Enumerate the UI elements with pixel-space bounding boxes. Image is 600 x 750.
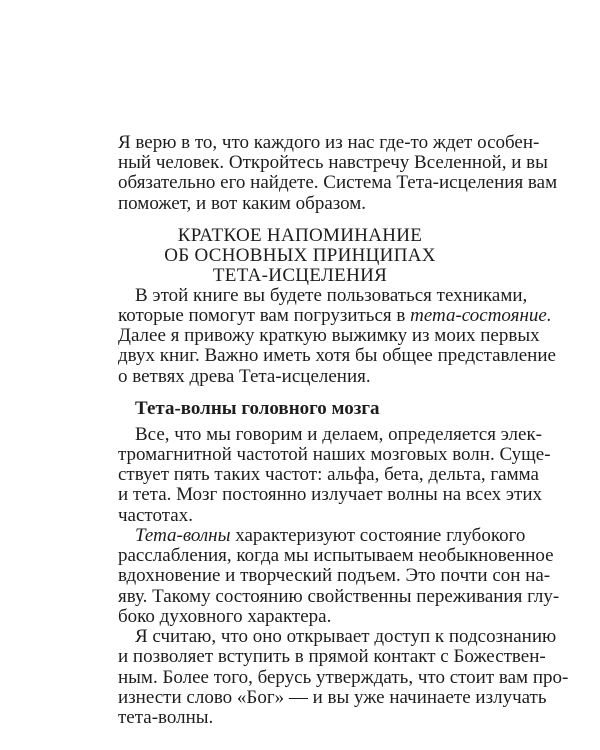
section-heading-line-3: ТЕТА-ИСЦЕЛЕНИЯ (212, 265, 388, 287)
paragraph-2-line-5: частотах. (118, 504, 193, 526)
section-heading-line-1: КРАТКОЕ НАПОМИНАНИЕ (177, 224, 423, 246)
paragraph-4-line-1: Я считаю, что оно открывает доступ к подсознанию (135, 626, 557, 648)
section-heading-line-2: ОБ ОСНОВНЫХ ПРИНЦИПАХ (164, 244, 436, 266)
intro-line-4: поможет, и вот каким образом. (118, 192, 367, 214)
subheading-theta-waves: Тета-волны головного мозга (135, 397, 380, 419)
intro-line-2: ный человек. Откройтесь навстречу Вселенной, и вы (118, 152, 548, 174)
paragraph-4-line-3: ным. Более того, берусь утверждать, что стоит вам про- (118, 666, 569, 688)
paragraph-3-line-4: яву. Такому состоянию свойственны переживания глу- (118, 585, 560, 607)
paragraph-2-line-2: тромагнитной частотой наших мозговых волн. Суще- (118, 443, 551, 465)
paragraph-3-line-2: расслабления, когда мы испытываем необыкновенное (118, 545, 554, 567)
paragraph-3-line-5: боко духовного характера. (118, 605, 332, 627)
paragraph-1-line-1: В этой книге вы будете пользоваться техниками, (135, 284, 528, 306)
paragraph-4-line-4: изнести слово «Бог» — и вы уже начинаете излучать (118, 686, 547, 708)
paragraph-2-line-3: ствует пять таких частот: альфа, бета, дельта, гамма (118, 464, 539, 486)
paragraph-2-line-4: и тета. Мозг постоянно излучает волны на всех этих (118, 484, 543, 506)
paragraph-2-line-1: Все, что мы говорим и делаем, определяется элек- (135, 423, 543, 445)
theta-waves-term: Тета-волны (135, 524, 231, 546)
intro-line-1: Я верю в то, что каждого из нас где-то ждет особен- (118, 132, 540, 153)
paragraph-1-line-5: о ветвях древа Тета-исцеления. (118, 365, 371, 387)
paragraph-4-line-5: тета-волны. (118, 707, 214, 728)
paragraph-1-line-3: Далее я привожу краткую выжимку из моих первых (118, 325, 540, 347)
paragraph-1-line-2-text: которые помогут вам погрузиться в (118, 304, 411, 326)
theta-state-term: тета-состояние. (410, 304, 552, 326)
paragraph-3-line-3: вдохновение и творческий подъем. Это почти сон на- (118, 565, 551, 587)
intro-line-3: обязательно его найдете. Система Тета-исцеления вам (118, 172, 558, 194)
paragraph-4-line-2: и позволяет вступить в прямой контакт с Божествен- (118, 646, 546, 668)
paragraph-1-line-4: двух книг. Важно иметь хотя бы общее представление (118, 345, 556, 367)
paragraph-3-line-1-text: характеризуют состояние глубокого (230, 524, 526, 546)
